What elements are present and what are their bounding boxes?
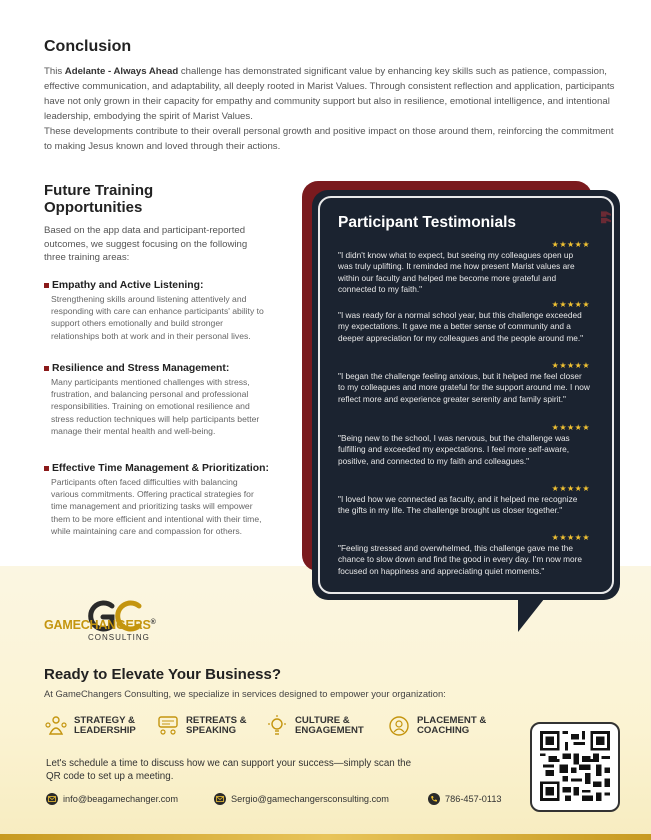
testimonial-item — [338, 423, 590, 467]
bullet-square-icon — [44, 466, 49, 471]
service-label-line2: LEADERSHIP — [74, 725, 136, 736]
cta-title: Ready to Elevate Your Business? — [44, 666, 282, 683]
service-label — [74, 716, 136, 736]
service-placement-coaching — [387, 714, 486, 738]
contact-email-sergio[interactable] — [214, 793, 389, 805]
service-retreats-speaking — [156, 714, 247, 738]
five-star-rating-icon: ★★★★★ — [551, 300, 590, 309]
service-label-line2: ENGAGEMENT — [295, 725, 364, 736]
service-label-line2: COACHING — [417, 725, 470, 736]
phone-number[interactable]: 786-457-0113 — [445, 794, 502, 804]
five-star-rating-icon: ★★★★★ — [551, 533, 590, 542]
contact-phone[interactable] — [428, 793, 502, 805]
training-area-desc: Many participants mentioned challenges with stress, frustration, and balancing personal and professional responsibilities. Training on emotional resilience and stress reduction techniques will help participants better manage their mental health and well-being. — [51, 377, 260, 436]
testimonials-title: Participant Testimonials — [338, 214, 517, 231]
brand-subtitle: CONSULTING — [88, 633, 150, 642]
conclusion-text-after: challenge has demonstrated significant value by enhancing key skills such as patience, compassion, effective communication, and adaptability, all deeply rooted in Marist Values. Through consistent reflection and application, participants have not only grown in their capacity for empathy and community support but also in resilience, emotional intelligence, and intentional leadership, embodying the spirit of Marist Values. — [44, 66, 615, 122]
training-area-title-text: Resilience and Stress Management: — [52, 363, 230, 374]
placement-icon — [387, 714, 411, 738]
testimonial-text: "I was ready for a normal school year, but this challenge exceeded my expectations. It gave me a better sense of community and a deeper appreciation for my colleagues and the people around me." — [338, 310, 584, 343]
testimonial-text: "I began the challenge feeling anxious, but it helped me feel closer to my colleagues and more grateful for the support around me. I now reflect more and experience greater serenity and family spirit." — [338, 371, 590, 404]
service-strategy-leadership — [44, 714, 136, 738]
culture-icon — [265, 714, 289, 738]
service-label-line1: CULTURE & — [295, 715, 350, 726]
strategy-icon — [44, 714, 68, 738]
testimonial-text: "Feeling stressed and overwhelmed, this challenge gave me the chance to slow down and find the good in every day. I'm now more focused on happiness and appreciating quiet moments." — [338, 543, 583, 576]
conclusion-text-before: This — [44, 66, 65, 77]
testimonial-item — [338, 240, 590, 295]
service-label-line1: PLACEMENT & — [417, 715, 487, 726]
speech-bubble-tail — [518, 594, 548, 632]
training-area-time-management — [44, 463, 284, 537]
contact-email-info[interactable] — [46, 793, 178, 805]
five-star-rating-icon: ★★★★★ — [551, 361, 590, 370]
bullet-square-icon — [44, 366, 49, 371]
testimonial-text: "I loved how we connected as faculty, and it helped me recognize the gifts in my life. The challenge brought us closer together." — [338, 494, 578, 516]
brand-name-part1: GAME — [44, 618, 81, 632]
testimonial-text: "Being new to the school, I was nervous, but the challenge was fulfilling and exceeded my expectations. I feel more self-aware, positive, and connected to my faith and colleagues." — [338, 433, 570, 466]
email-icon — [214, 793, 226, 805]
training-area-desc: Participants often faced difficulties with balancing various commitments. Offering practical strategies for time management and prioritizing tasks will empower them to be more efficient and intentional with their time, while maintaining care and compassion for others. — [51, 477, 262, 536]
training-area-desc: Strengthening skills around listening attentively and responding with care can enhance participants' ability to support others emotionally and build stronger relationships both at work and in their personal lives. — [51, 294, 264, 341]
phone-icon — [428, 793, 440, 805]
training-area-empathy — [44, 280, 284, 342]
challenge-name: Adelante - Always Ahead — [64, 66, 179, 77]
service-culture-engagement — [265, 714, 364, 738]
retreats-icon — [156, 714, 180, 738]
conclusion-text — [44, 64, 619, 154]
bottom-gold-bar — [0, 834, 651, 840]
training-area-resilience — [44, 363, 284, 437]
email-icon — [46, 793, 58, 805]
schedule-text: Let's schedule a time to discuss how we can support your success—simply scan the QR code to set up a meeting. — [46, 758, 412, 782]
five-star-rating-icon: ★★★★★ — [551, 240, 590, 249]
conclusion-title: Conclusion — [44, 38, 132, 55]
training-area-title-text: Empathy and Active Listening: — [52, 280, 204, 291]
training-area-title — [44, 280, 284, 291]
brand-name-part2: CHANGERS — [80, 618, 151, 632]
five-star-rating-icon: ★★★★★ — [551, 484, 590, 493]
training-area-title-text: Effective Time Management & Prioritization: — [52, 463, 269, 474]
five-star-rating-icon: ★★★★★ — [551, 423, 590, 432]
service-label — [295, 716, 364, 736]
qr-code-icon[interactable] — [540, 731, 610, 801]
brand-name — [44, 618, 156, 632]
service-label — [417, 716, 486, 736]
testimonial-item — [338, 300, 590, 344]
training-area-title — [44, 463, 284, 474]
service-label — [186, 716, 247, 736]
cta-subtitle: At GameChangers Consulting, we specialize in services designed to empower your organization: — [44, 688, 446, 699]
testimonial-item — [338, 533, 590, 577]
testimonial-text: "I didn't know what to expect, but seeing my colleagues open up was truly uplifting. It reminded me how present Marist values are within our faculty and helped me become more grateful and connected to my faith." — [338, 250, 575, 294]
conclusion-text-second: These developments contribute to their overall personal growth and positive impact on those around them, reinforcing the commitment to making Jesus known and loved through their actions. — [44, 126, 614, 152]
testimonial-item — [338, 361, 590, 405]
quote-icon: ❝ — [581, 208, 617, 226]
training-area-title — [44, 363, 284, 374]
future-training-intro: Based on the app data and participant-reported outcomes, we suggest focusing on the following three training areas: — [44, 225, 248, 263]
testimonial-item — [338, 484, 590, 517]
service-label-line1: RETREATS & — [186, 715, 247, 726]
registered-mark: ® — [150, 618, 156, 626]
bullet-square-icon — [44, 283, 49, 288]
email-link[interactable]: info@beagamechanger.com — [63, 794, 179, 804]
email-link[interactable]: Sergio@gamechangersconsulting.com — [231, 794, 389, 804]
future-training-title: Future Training Opportunities — [44, 182, 154, 216]
service-label-line2: SPEAKING — [186, 725, 237, 736]
service-label-line1: STRATEGY & — [74, 715, 135, 726]
